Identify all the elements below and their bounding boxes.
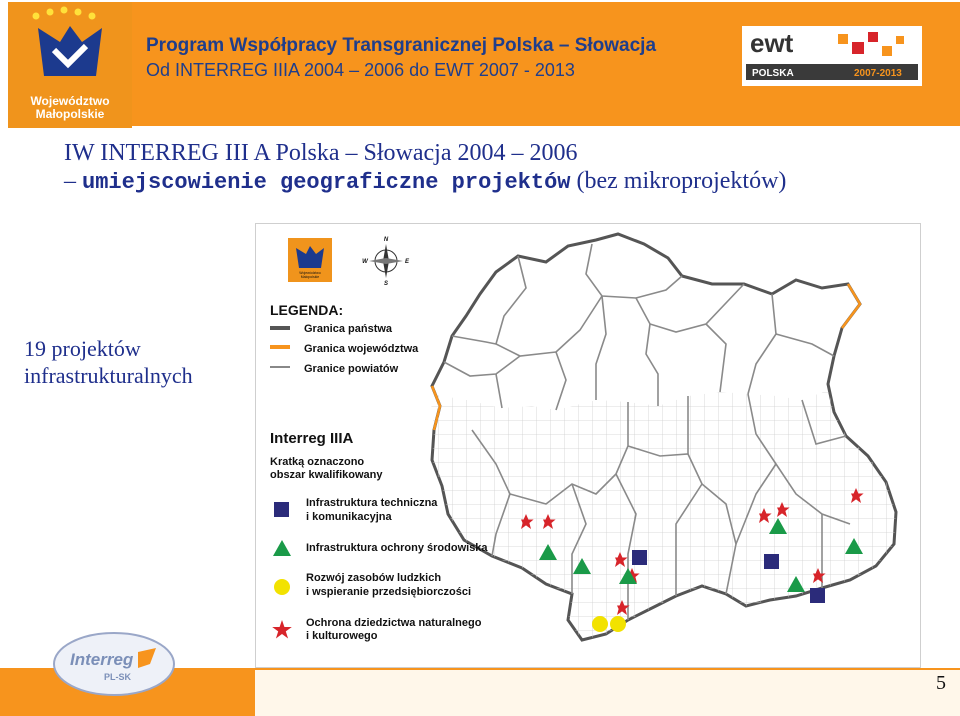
compass-s: S [383,281,389,287]
legend-cat1-line2: i komunikacyjna [306,511,392,523]
inset-logo-line2: Małopolskie [300,275,320,279]
title-rest: (bez mikroprojektów) [570,168,787,194]
map-panel [255,223,921,668]
logo-line1: Województwo [30,94,110,108]
footer-panel [255,670,960,716]
interreg-logo [52,628,176,698]
ewt-logo-text: ewt [750,28,794,58]
slide-title-line2 [64,168,786,195]
legend-district-border: Granice powiatów [304,363,399,375]
legend-cat4-line2: i kulturowego [306,630,378,642]
slide-title-line1: IW INTERREG III A Polska – Słowacja 2004 – 2006 [64,140,578,166]
projects-count-line2: infrastrukturalnych [24,363,193,388]
malopolska-emblem-icon [8,2,132,92]
legend-line-state [270,326,290,330]
marker-circle [592,616,608,632]
interreg-logo-sub: PL-SK [104,672,131,682]
legend-cat3-line2: i wspieranie przedsiębiorczości [306,586,472,598]
legend-star-icon [272,620,292,639]
legend-circle-icon [274,579,290,595]
marker-square [764,554,779,569]
legend-triangle-icon [273,540,291,556]
legend-line-voivodeship [270,345,290,349]
legend-cat1-line1: Infrastruktura techniczna [306,497,438,509]
legend-cat2-line1: Infrastruktura ochrony środowiska [306,542,488,554]
logo-line2: Małopolskie [35,107,105,121]
map-inset-logo [288,238,332,282]
legend-square-icon [274,502,289,517]
program-subtitle: Od INTERREG IIIA 2004 – 2006 do EWT 2007 - 2013 [146,60,575,80]
legend-title: LEGENDA: [270,302,344,318]
legend-cat3-line1: Rozwój zasobów ludzkich [306,572,442,584]
legend-cat4-line1: Ochrona dziedzictwa naturalnego [306,617,482,629]
compass-w: W [362,259,368,265]
inset-logo-line1: Województwo [299,271,321,275]
legend-line-district [270,366,290,368]
interreg-logo-text: Interreg [70,650,134,669]
compass-n: N [383,237,389,243]
compass-icon [362,237,410,287]
page-number: 5 [936,672,946,694]
interreg-logo-icon [52,628,176,698]
ewt-country: POLSKA [752,68,794,79]
ewt-logo [742,26,922,86]
grid-note-line2: obszar kwalifikowany [270,469,383,481]
interreg-title: Interreg IIIA [270,430,354,447]
title-dash: – [64,168,82,194]
ewt-logo-icon [742,26,922,86]
legend-voivodeship-border: Granica województwa [304,343,419,355]
projects-count-line1: 19 projektów [24,336,141,361]
map-svg [256,224,920,667]
title-bold: umiejscowienie geograficzne projektów [82,170,571,195]
ewt-years: 2007-2013 [854,68,902,79]
projects-count [24,335,193,389]
legend-state-border: Granica państwa [304,323,393,335]
marker-circle [610,616,626,632]
compass-e: E [404,259,410,265]
marker-square [810,588,825,603]
program-title: Program Współpracy Transgranicznej Polska – Słowacja [146,35,657,56]
malopolska-logo [8,2,132,128]
marker-square [632,550,647,565]
grid-note-line1: Kratką oznaczono [270,456,365,468]
